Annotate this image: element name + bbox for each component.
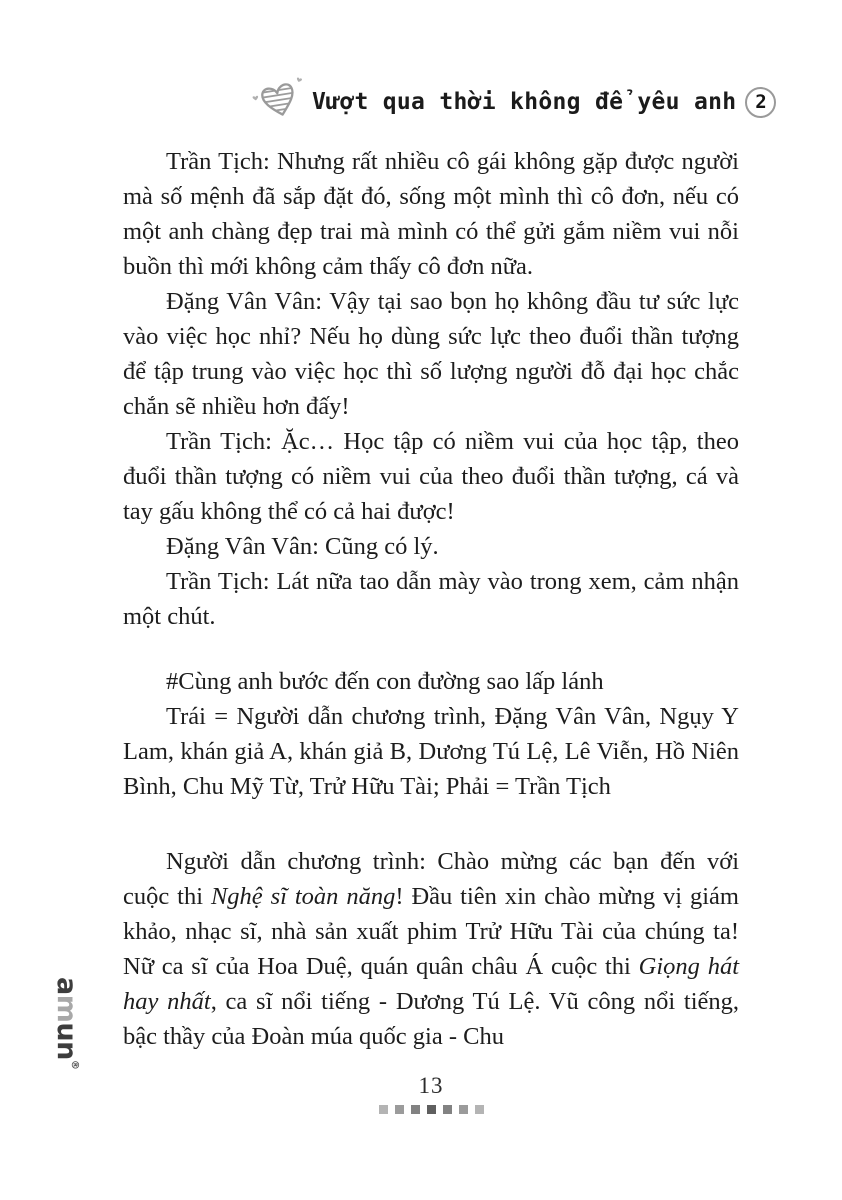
italic-text: Nghệ sĩ toàn năng — [210, 883, 396, 910]
text-run: #Cùng anh bước đến con đường sao lấp lánh — [166, 668, 604, 695]
page-footer — [123, 1074, 739, 1114]
text-run: , ca sĩ nổi tiếng - Dương Tú Lệ. Vũ công nổi tiếng, bậc thầy của Đoàn múa quốc gia - Chu — [123, 988, 739, 1050]
page-dot — [379, 1105, 388, 1114]
paragraph — [123, 529, 739, 564]
page-dot — [427, 1105, 436, 1114]
paragraph — [123, 424, 739, 529]
text-run: Đặng Vân Vân: Cũng có lý. — [166, 533, 439, 560]
publisher-logo — [53, 977, 80, 1070]
page-dot — [395, 1105, 404, 1114]
paragraph — [123, 664, 739, 699]
italic-text: Giọng hát hay nhất — [123, 953, 740, 1015]
page-dot — [459, 1105, 468, 1114]
page-dot — [443, 1105, 452, 1114]
logo-letter: n — [51, 1041, 82, 1060]
text-run: Trần Tịch: Nhưng rất nhiều cô gái không gặp được người mà số mệnh đã sắp đặt đó, sống một mình thì cô đơn, nếu có một anh chàng đẹp trai mà mình có thể gửi gắm niềm vui nỗi buồn thì mới không cảm thấy cô đơn nữa. — [123, 148, 739, 280]
text-run: Người dẫn chương trình: Chào mừng các bạn đến với cuộc thi — [123, 848, 739, 910]
paragraph — [123, 844, 739, 1054]
text-run: Trái = Người dẫn chương trình, Đặng Vân Vân, Ngụy Y Lam, khán giả A, khán giả B, Dương Tú Lệ, Lê Viễn, Hồ Niên Bình, Chu Mỹ Từ, Trử Hữu Tài; Phải = Trần Tịch — [123, 703, 739, 800]
registered-mark: ® — [69, 1059, 80, 1070]
sketched-heart-icon — [252, 77, 306, 128]
page-dot — [475, 1105, 484, 1114]
text-run: Trần Tịch: Lát nữa tao dẫn mày vào trong xem, cảm nhận một chút. — [123, 568, 739, 630]
page-dot — [411, 1105, 420, 1114]
paragraph — [123, 564, 739, 634]
text-run: Trần Tịch: Ặc… Học tập có niềm vui của học tập, theo đuổi thần tượng có niềm vui của theo đuổi thần tượng, cá và tay gấu không thể có cả hai được! — [123, 428, 739, 525]
paragraph — [123, 699, 739, 804]
text-run: ! Đầu tiên xin chào mừng vị giám khảo, nhạc sĩ, nhà sản xuất phim Trử Hữu Tài của chúng ta! Nữ ca sĩ của Hoa Duệ, quán quân châu Á cuộc thi — [123, 883, 739, 980]
logo-letter: u — [51, 1022, 82, 1042]
volume-badge: 2 — [745, 87, 776, 118]
logo-letter: a — [51, 977, 82, 995]
book-title: Vượt qua thời không để yêu anh — [312, 89, 737, 115]
text-run: Đặng Vân Vân: Vậy tại sao bọn họ không đầu tư sức lực vào việc học nhỉ? Nếu họ dùng sức lực theo đuổi thần tượng để tập trung vào việc học thì số lượng người đỗ đại học chắc chắn sẽ nhiều hơn đấy! — [123, 288, 739, 420]
body-text — [123, 144, 739, 1054]
running-head — [252, 80, 776, 124]
page-number: 13 — [418, 1073, 444, 1098]
paragraph — [123, 284, 739, 424]
publisher-logo-text — [51, 977, 82, 1060]
logo-letter: m — [51, 994, 82, 1023]
paragraph — [123, 144, 739, 284]
page-dots — [123, 1105, 739, 1114]
